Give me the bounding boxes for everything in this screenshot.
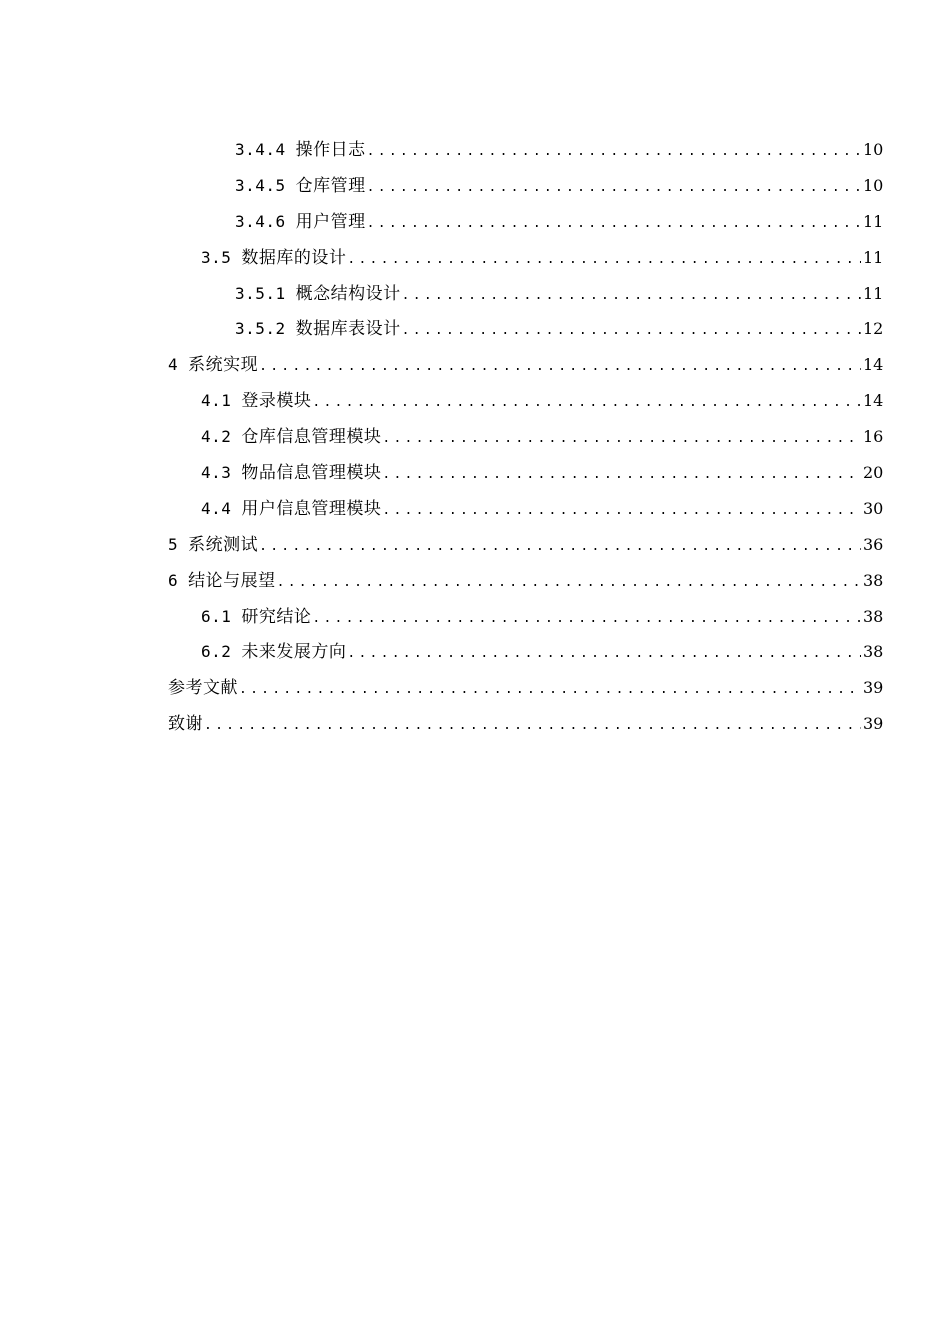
toc-entry-number: 6.2: [201, 642, 232, 662]
toc-entry-page-number: 30: [863, 498, 884, 518]
toc-entry-title: 致谢: [168, 714, 203, 735]
toc-entry[interactable]: [168, 599, 883, 635]
toc-leader-dots: [259, 349, 861, 385]
toc-leader-dots: [277, 565, 861, 601]
toc-entry-page-number: 39: [863, 714, 884, 734]
toc-entry-number: 6.1: [201, 606, 232, 626]
toc-leader-dots: [347, 636, 861, 672]
toc-leader-dots: [382, 493, 861, 529]
toc-entry-title: 用户管理: [295, 211, 366, 232]
toc-leader-dots: [402, 313, 861, 349]
toc-entry-title: 操作日志: [295, 140, 366, 160]
toc-entry[interactable]: [168, 670, 883, 706]
toc-entry-page-number: 20: [863, 463, 884, 483]
toc-entry-page-number: 10: [863, 140, 884, 159]
toc-entry[interactable]: [168, 527, 883, 563]
toc-entry-page-number: 38: [863, 570, 884, 590]
toc-entry-page-number: 11: [863, 283, 884, 303]
toc-entry[interactable]: [168, 706, 883, 742]
toc-leader-dots: [382, 421, 861, 457]
toc-entry[interactable]: [168, 132, 883, 168]
toc-entry-title: 物品信息管理模块: [241, 463, 382, 484]
toc-entry-title: 参考文献: [168, 678, 238, 699]
toc-entry[interactable]: [168, 634, 883, 670]
toc-entry[interactable]: [168, 168, 883, 204]
toc-entry-number: 4: [168, 355, 179, 375]
toc-leader-dots: [312, 385, 861, 421]
toc-entry-page-number: 14: [863, 391, 884, 411]
toc-leader-dots: [367, 134, 861, 170]
toc-entry-title: 结论与展望: [188, 570, 276, 591]
toc-entry-number: 4.3: [201, 463, 232, 483]
toc-leader-dots: [239, 672, 861, 708]
toc-entry-title: 仓库信息管理模块: [241, 427, 382, 448]
toc-entry-number: 3.4.5: [235, 175, 286, 195]
toc-entry-page-number: 11: [863, 247, 884, 267]
toc-entry-page-number: 36: [863, 534, 884, 554]
toc-entry[interactable]: [168, 383, 883, 419]
toc-entry[interactable]: [168, 563, 883, 599]
toc-entry-title: 数据库表设计: [295, 319, 401, 340]
toc-entry-number: 4.1: [201, 391, 232, 411]
toc-entry-page-number: 38: [863, 606, 884, 626]
toc-leader-dots: [382, 457, 861, 493]
toc-entry-number: 4.2: [201, 427, 232, 447]
toc-entry-number: 5: [168, 534, 179, 554]
table-of-contents: [168, 132, 883, 742]
toc-leader-dots: [402, 278, 861, 314]
toc-entry[interactable]: [168, 491, 883, 527]
toc-entry-page-number: 38: [863, 642, 884, 662]
toc-entry-number: 3.5.1: [235, 283, 286, 303]
toc-entry[interactable]: [168, 419, 883, 455]
toc-leader-dots: [204, 708, 861, 744]
toc-entry-number: 3.5: [201, 247, 232, 267]
toc-entry-page-number: 16: [863, 427, 884, 447]
toc-leader-dots: [312, 601, 861, 637]
toc-entry-title: 研究结论: [241, 606, 312, 627]
toc-entry-title: 数据库的设计: [241, 247, 347, 268]
toc-entry-page-number: 39: [863, 678, 884, 698]
toc-entry-title: 系统实现: [188, 355, 259, 376]
toc-entry-title: 概念结构设计: [295, 283, 401, 304]
toc-leader-dots: [259, 529, 861, 565]
toc-entry-title: 用户信息管理模块: [241, 498, 382, 519]
toc-entry-page-number: 11: [863, 211, 884, 231]
toc-entry[interactable]: [168, 276, 883, 312]
toc-entry-page-number: 12: [863, 319, 884, 339]
toc-entry-number: 3.4.4: [235, 140, 286, 159]
toc-entry[interactable]: [168, 347, 883, 383]
toc-entry-title: 系统测试: [188, 534, 259, 555]
toc-entry-number: 3.4.6: [235, 211, 286, 231]
toc-entry[interactable]: [168, 240, 883, 276]
toc-entry-title: 未来发展方向: [241, 642, 347, 663]
toc-entry-page-number: 14: [863, 355, 884, 375]
toc-entry-number: 6: [168, 570, 179, 590]
toc-leader-dots: [347, 242, 861, 278]
toc-entry-title: 登录模块: [241, 391, 312, 412]
toc-leader-dots: [367, 170, 861, 206]
toc-entry-number: 3.5.2: [235, 319, 286, 339]
toc-entry-title: 仓库管理: [295, 175, 366, 196]
toc-entry-page-number: 10: [863, 175, 884, 195]
toc-entry-number: 4.4: [201, 498, 232, 518]
toc-leader-dots: [367, 206, 861, 242]
toc-entry[interactable]: [168, 204, 883, 240]
toc-entry[interactable]: [168, 311, 883, 347]
toc-entry[interactable]: [168, 455, 883, 491]
